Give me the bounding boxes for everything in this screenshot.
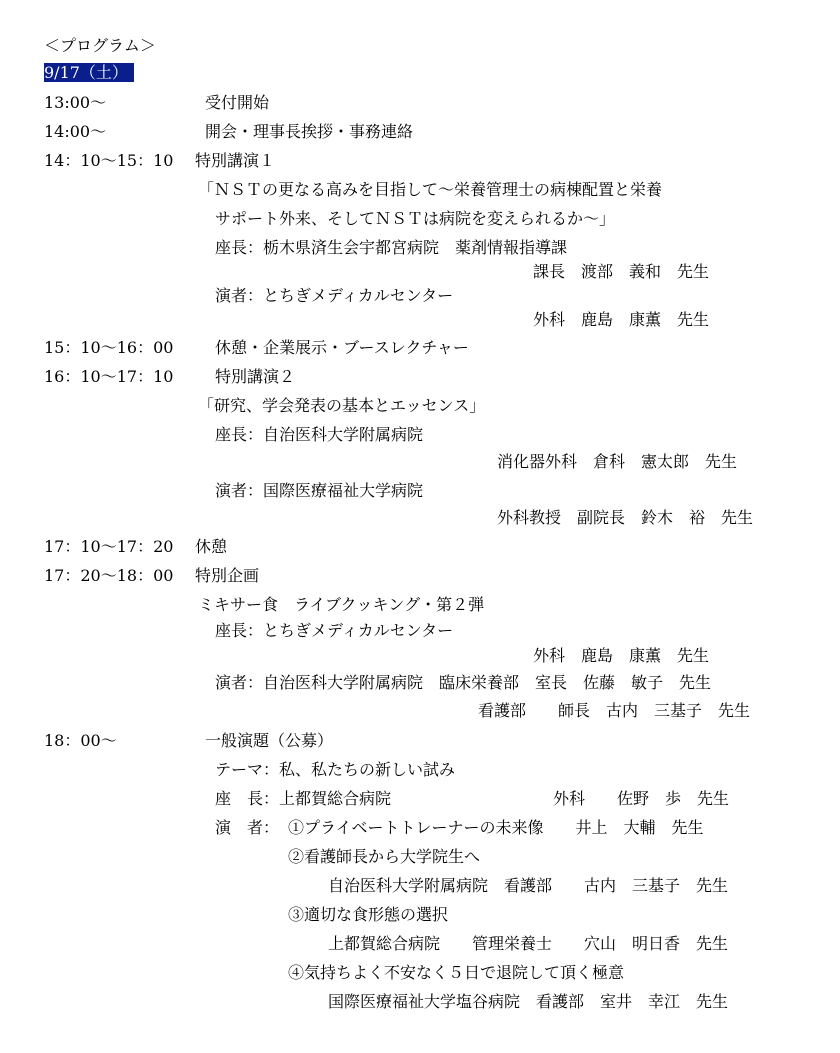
session-text: 特別企画 [195,566,260,585]
talk-affiliation: 上都賀総合病院 管理栄養士 穴山 明日香 先生 [328,934,729,953]
section-title: ＜プログラム＞ [44,36,156,55]
lecture-title-line: 「研究、学会発表の基本とエッセンス」 [198,396,486,415]
speaker-line: 演者：自治医科大学附属病院 臨床栄養部 室長 佐藤 敏子 先生 [215,673,712,692]
time-label: 16：10～17：10 [44,367,174,386]
session-text: 開会・理事長挨拶・事務連絡 [205,122,414,141]
session-text: 特別講演１ [195,151,276,170]
chair-name: 課長 渡部 義和 先生 [533,262,710,281]
chair-name: 外科 鹿島 康薫 先生 [533,646,710,665]
time-label: 15：10～16：00 [44,338,174,357]
chair-name: 外科 佐野 歩 先生 [553,789,730,808]
time-label: 17：10～17：20 [44,537,174,556]
talk-title: ②看護師長から大学院生へ [288,847,481,866]
talk-affiliation: 国際医療福祉大学塩谷病院 看護部 室井 幸江 先生 [328,992,729,1011]
chair-label: 座長：自治医科大学附属病院 [215,425,424,444]
chair-label: 座長：とちぎメディカルセンター [215,621,454,640]
session-text: 休憩 [195,537,228,556]
speaker-line: 看護部 師長 古内 三基子 先生 [478,701,751,720]
time-label: 13:00～ [44,93,107,112]
lecture-title-line: 「ＮＳＴの更なる高みを目指して～栄養管理士の病棟配置と栄養 [198,180,663,199]
session-text: 受付開始 [205,93,270,112]
chair-name: 消化器外科 倉科 憲太郎 先生 [497,452,738,471]
speaker-label: 演者：国際医療福祉大学病院 [215,481,424,500]
chair-label: 座長：栃木県済生会宇都宮病院 薬剤情報指導課 [215,238,568,257]
speaker-label: 演 者： [215,818,280,837]
chair-label: 座 長：上都賀総合病院 [215,789,392,808]
lecture-title-line: サポート外来、そしてＮＳＴは病院を変えられるか～」 [215,209,616,228]
speaker-name: 外科教授 副院長 鈴木 裕 先生 [497,508,754,527]
speaker-name: 外科 鹿島 康薫 先生 [533,310,710,329]
date-highlight: 9/17（土） [44,63,134,82]
talk-affiliation: 自治医科大学附属病院 看護部 古内 三基子 先生 [328,876,729,895]
time-label: 14:00～ [44,122,107,141]
session-text: 休憩・企業展示・ブースレクチャー [215,338,469,357]
session-text: 一般演題（公募） [205,731,334,750]
time-label: 14：10～15：10 [44,151,174,170]
talk-title: ④気持ちよく不安なく５日で退院して頂く極意 [288,963,625,982]
theme-line: テーマ：私、私たちの新しい試み [215,760,456,779]
talk-title: ③適切な食形態の選択 [288,905,449,924]
session-text: 特別講演２ [215,367,296,386]
speaker-label: 演者：とちぎメディカルセンター [215,286,454,305]
time-label: 18：00～ [44,731,117,750]
time-label: 17：20～18：00 [44,566,174,585]
lecture-title-line: ミキサー食 ライブクッキング・第２弾 [198,595,485,614]
talk-title: ①プライベートトレーナーの未来像 井上 大輔 先生 [288,818,704,837]
